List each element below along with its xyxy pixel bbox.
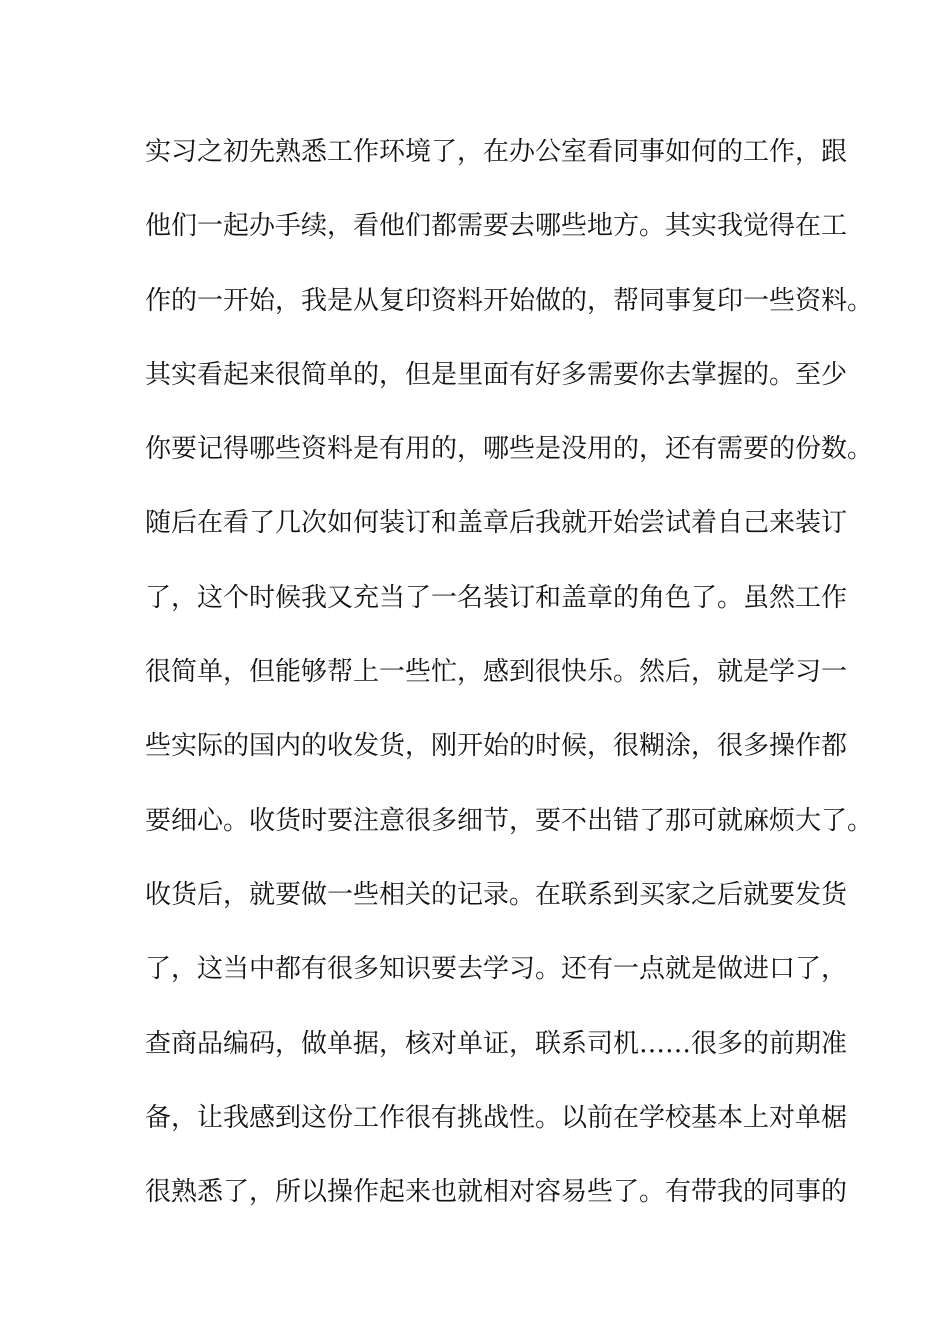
text-line: 了，这当中都有很多知识要去学习。还有一点就是做进口了， [145, 954, 848, 985]
body-text [145, 130, 874, 1244]
text-line: 其实看起来很简单的，但是里面有好多需要你去掌握的。至少 [145, 359, 848, 390]
text-line: 作的一开始，我是从复印资料开始做的，帮同事复印一些资料。 [145, 285, 874, 316]
text-line: 要细心。收货时要注意很多细节，要不出错了那可就麻烦大了。 [145, 805, 874, 836]
text-line: 随后在看了几次如何装订和盖章后我就开始尝试着自己来装订 [145, 508, 848, 539]
text-line: 很熟悉了，所以操作起来也就相对容易些了。有带我的同事的 [145, 1177, 848, 1208]
text-line: 了，这个时候我又充当了一名装订和盖章的角色了。虽然工作 [145, 582, 848, 613]
text-line: 你要记得哪些资料是有用的，哪些是没用的，还有需要的份数。 [145, 434, 874, 465]
text-line: 查商品编码，做单据，核对单证，联系司机……很多的前期准 [145, 1028, 848, 1059]
text-line: 很简单，但能够帮上一些忙，感到很快乐。然后，就是学习一 [145, 657, 848, 688]
text-line: 他们一起办手续，看他们都需要去哪些地方。其实我觉得在工 [145, 211, 848, 242]
text-line: 收货后，就要做一些相关的记录。在联系到买家之后就要发货 [145, 879, 848, 910]
text-line: 实习之初先熟悉工作环境了，在办公室看同事如何的工作，跟 [145, 137, 848, 167]
text-line: 备，让我感到这份工作很有挑战性。以前在学校基本上对单椐 [145, 1102, 848, 1133]
text-line: 些实际的国内的收发货，刚开始的时候，很糊涂，很多操作都 [145, 731, 848, 762]
